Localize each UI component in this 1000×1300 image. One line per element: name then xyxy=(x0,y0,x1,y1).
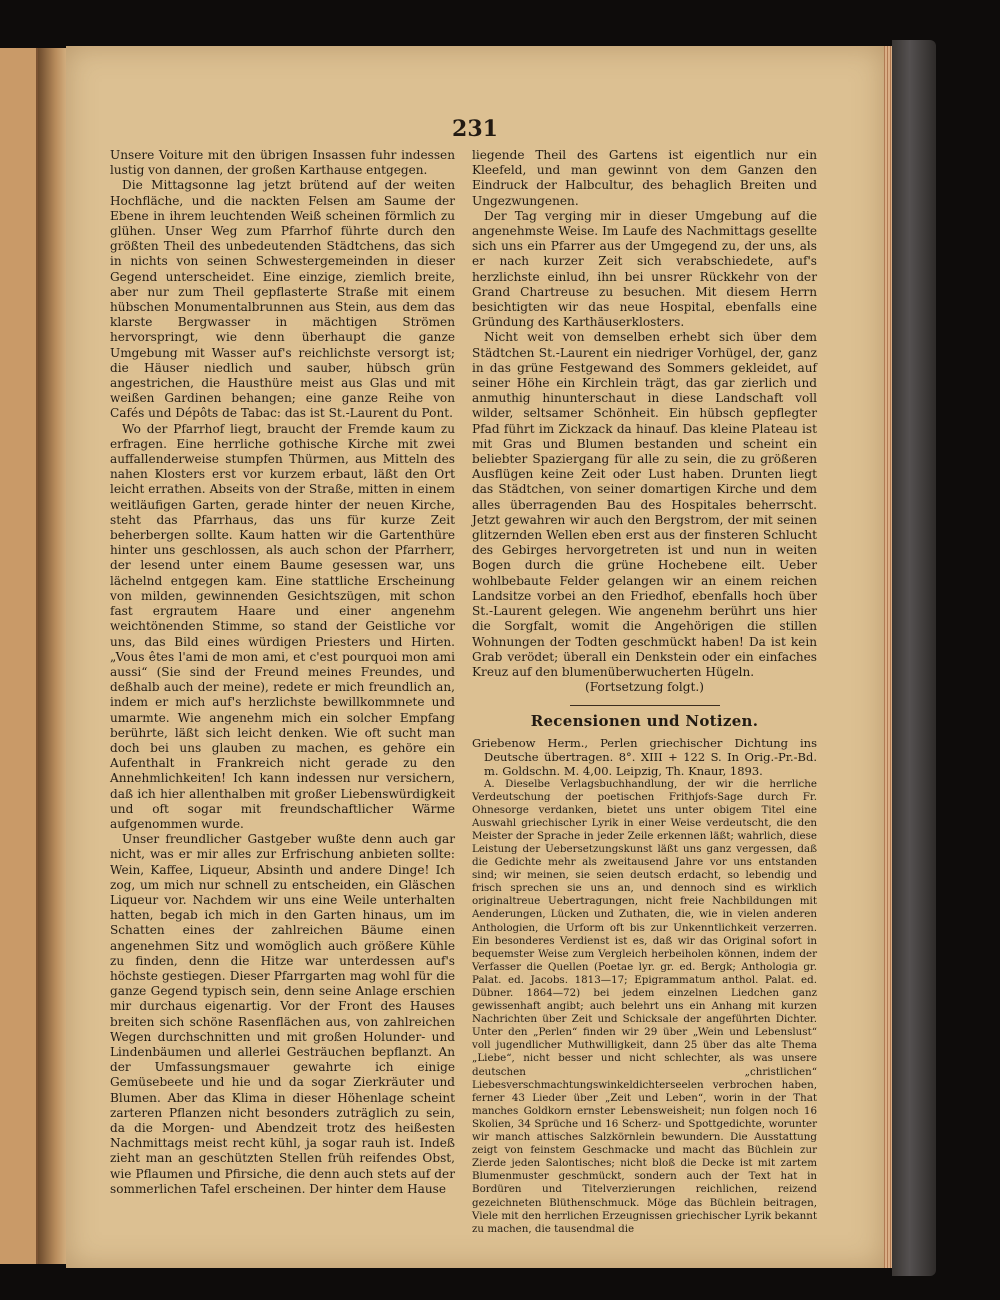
review-body: A. Dieselbe Verlagsbuchhandlung, der wir die herrliche Verdeutschung der poetischen Frithjofs-Sage durch Fr. Ohnesorge verdanken, bietet uns unter obigem Titel eine Auswahl griechischer Lyrik in einer Weise verdeutscht, die den Meister der Sprache in jeder Zeile erkennen läßt; wahrlich, diese Leistung der Uebersetzungskunst läßt uns ganz vergessen, daß die Gedichte mehr als zweitausend Jahre vor uns entstanden sind; wir meinen, sie seien deutsch erdacht, so lebendig und frisch sprechen sie uns an, und dennoch sind es wirklich originaltreue Uebertragungen, nicht freie Nachbildungen mit Aenderungen, Lücken und Zuthaten, die, wie in vielen anderen Anthologien, die Urform oft bis zur Unkenntlichkeit verzerren. Ein besonderes Verdienst ist es, daß wir das Original sofort in bequemster Weise zum Vergleich herbeiholen können, indem der Verfasser die Quellen (Poetae lyr. gr. ed. Bergk; Anthologia gr. Palat. ed. Jacobs. 1813—17; Epigrammatum anthol. Palat. ed. Dübner. 1864—72) bei jedem einzelnen Liedchen ganz gewissenhaft angibt; auch belehrt uns ein Anhang mit kurzen Nachrichten über Zeit und Schicksale der angeführten Dichter. Unter den „Perlen“ finden wir 29 über „Wein und Lebenslust“ voll jugendlicher Muthwilligkeit, dann 25 über das alte Thema „Liebe“, nicht besser und nicht schlechter, als was unsere deutschen „christlichen“ Liebesverschmachtungswinkeldichterseelen verbrochen haben, ferner 43 Lieder über „Zeit und Leben“, worin in der That manches Goldkorn ernster Lebensweisheit; nun folgen noch 16 Skolien, 34 Sprüche und 16 Scherz- und Spottgedichte, worunter wir manch attisches Salzkörnlein bewundern. Die Ausstattung zeigt von feinstem Geschmacke und macht das Büchlein zur Zierde jeden Salontisches; nicht bloß die Decke ist mit zartem Blumenmuster geschmückt, sondern auch der Text hat in Bordüren und Titelverzierungen reichlichen, reizend gezeichneten Blüthenschmuck. Möge das Büchlein beitragen, Viele mit den herrlichen Erzeugnissen griechischer Lyrik bekannt zu machen, die tausendmal die xyxy=(472,777,817,1235)
page-stack-edge xyxy=(884,46,892,1268)
section-title: Recensionen und Notizen. xyxy=(530,712,759,731)
paragraph: Unser freundlicher Gastgeber wußte denn auch gar nicht, was er mir alles zur Erfrischung anbieten sollte: Wein, Kaffee, Liqueur, Absinth und andere Dinge! Ich zog, um mich nur schnell zu entscheiden, ein Gläschen Liqueur vor. Nachdem wir uns eine Weile unterhalten hatten, begab ich mich in den Garten hinaus, um im Schatten eines der zahlreichen Bäume einen angenehmen Sitz und womöglich auch größere Kühle zu finden, denn die Hitze war unterdessen auf's höchste gestiegen. Dieser Pfarrgarten mag wohl für die ganze Gegend typisch sein, denn seine Anlage erschien mir durchaus eigenartig. Vor der Front des Hauses breiten sich schöne Rasenflächen aus, von zahlreichen Wegen durchschnitten und mit großen Holunder- und Lindenbäumen und allerlei Gesträuchen bepflanzt. An der Umfassungsmauer gewahrte ich einige Gemüsebeete und hie und da sogar Zierkräuter und Blumen. Aber das Klima in dieser Höhenlage scheint zarteren Pflanzen nicht besonders zuträglich zu sein, da die Morgen- und Abendzeit trotz des heißesten Nachmittags meist recht kühl, ja sogar rauh ist. Indeß zieht man an geschützten Stellen früh reifendes Obst, wie Pflaumen und Pfirsiche, die denn auch stets auf der sommerlichen Tafel erscheinen. Der hinter dem Hause xyxy=(110,832,455,1196)
left-column xyxy=(110,148,455,1197)
paragraph: liegende Theil des Gartens ist eigentlich nur ein Kleefeld, und man gewinnt von dem Ganzen den Eindruck der Halbcultur, des behaglich Breiten und Ungezwungenen. xyxy=(472,148,817,208)
paragraph: Der Tag verging mir in dieser Umgebung auf die angenehmste Weise. Im Laufe des Nachmittags gesellte sich uns ein Pfarrer aus der Umgegend zu, der uns, als er nach kurzer Zeit sich verabschiedete, auf's herzlichste einlud, ihn bei unsrer Rückkehr von der Grand Chartreuse zu besuchen. Mit diesem Herrn besichtigten wir das neue Hospital, ebenfalls eine Gründung des Karthäuserklosters. xyxy=(472,208,817,330)
page-number: 231 xyxy=(452,116,498,142)
paragraph: Wo der Pfarrhof liegt, braucht der Fremde kaum zu erfragen. Eine herrliche gothische Kirche mit zwei auffallenderweise stumpfen Thürmen, aus Mitteln des nahen Klosters erst vor kurzem erbaut, läßt den Ort leicht errathen. Abseits von der Straße, mitten in einem weitläufigen Garten, gerade hinter der neuen Kirche, steht das Pfarrhaus, das uns für kurze Zeit beherbergen sollte. Kaum hatten wir die Gartenthüre hinter uns geschlossen, als auch schon der Pfarrherr, der lesend unter einem Baume gesessen war, uns lächelnd entgegen kam. Eine stattliche Erscheinung von milden, gewinnenden Gesichtszügen, mit schon fast ergrautem Haare und einer angenehm weichtönenden Stimme, so stand der Geistliche vor uns, das Bild eines würdigen Priesters und Hirten. „Vous êtes l'ami de mon ami, et c'est pourquoi mon ami aussi“ (Sie sind der Freund meines Freundes, und deßhalb auch der meine), redete er mich freundlich an, indem er mich auf's herzlichste bewillkommnete und umarmte. Wie angenehm mich ein solcher Empfang berührte, läßt sich leicht denken. Wie oft sucht man doch bei uns glauben zu machen, es gehöre ein Aufenthalt in Frankreich nicht gerade zu den Annehmlichkeiten! Ich kann indessen nur versichern, daß ich hier allenthalben mit großer Liebenswürdigkeit und oft sogar mit freundschaftlicher Wärme aufgenommen wurde. xyxy=(110,421,455,831)
paragraph: Die Mittagsonne lag jetzt brütend auf der weiten Hochfläche, und die nackten Felsen am Saume der Ebene in ihrem leuchtenden Weiß scheinen förmlich zu glühen. Unser Weg zum Pfarrhof führte durch den größten Theil des unbedeutenden Städtchens, das sich in nichts von seinen Schwestergemeinden in dieser Gegend unterscheidet. Eine einzige, ziemlich breite, aber nur zum Theil gepflasterte Straße mit einem hübschen Monumentalbrunnen aus Stein, aus dem das klarste Bergwasser in mächtigen Strömen hervorspringt, wie denn überhaupt die ganze Umgebung mit Wasser auf's reichlichste versorgt ist; die Häuser niedlich und sauber, hübsch grün angestrichen, die Hausthüre meist aus Glas und mit weißen Gardinen behangen; eine ganze Reihe von Cafés und Dépôts de Tabac: das ist St.-Laurent du Pont. xyxy=(110,178,455,421)
right-column xyxy=(472,148,817,1236)
left-page-edge xyxy=(0,48,38,1264)
section-divider xyxy=(570,705,720,706)
book-gutter xyxy=(38,48,68,1264)
paragraph: Nicht weit von demselben erhebt sich über dem Städtchen St.-Laurent ein niedriger Vorhügel, der, ganz in das grüne Festgewand des Sommers gekleidet, auf seiner Höhe ein Kirchlein trägt, das gar zierlich und anmuthig hinunterschaut in diese Landschaft voll wilder, seltsamer Schönheit. Ein hübsch gepflegter Pfad führt im Zickzack da hinauf. Das kleine Plateau ist mit Gras und Blumen bestanden und scheint ein beliebter Spaziergang für alle zu sein, die zu größeren Ausflügen keine Zeit oder Lust haben. Drunten liegt das Städtchen, von seiner domartigen Kirche und dem alles überragenden Bau des Hospitales beherrscht. Jetzt gewahren wir auch den Bergstrom, der mit seinen glitzernden Wellen eben erst aus der finsteren Schlucht des Gebirges hervorgetreten ist und nun in weiten Bogen durch die grüne Hochebene eilt. Ueber wohlbebaute Felder gelangen wir an einem reichen Landsitze vorbei an den Friedhof, ebenfalls hoch über St.-Laurent gelegen. Wie angenehm berührt uns hier die Sorgfalt, womit die Angehörigen die stillen Wohnungen der Todten geschmückt haben! Da ist kein Grab verödet; überall ein Denkstein oder ein einfaches Kreuz auf den blumenüberwucherten Hügeln. xyxy=(472,330,817,679)
continued-note: (Fortsetzung folgt.) xyxy=(585,680,704,695)
review-heading: Griebenow Herm., Perlen griechischer Dichtung ins Deutsche übertragen. 8°. XIII + 122 S. In Orig.-Pr.-Bd. m. Goldschn. M. 4,00. Leipzig, Th. Knaur, 1893. xyxy=(472,735,817,778)
paragraph: Unsere Voiture mit den übrigen Insassen fuhr indessen lustig von dannen, der großen Karthause entgegen. xyxy=(110,148,455,178)
book-cover xyxy=(892,40,936,1276)
book-page xyxy=(66,46,884,1268)
